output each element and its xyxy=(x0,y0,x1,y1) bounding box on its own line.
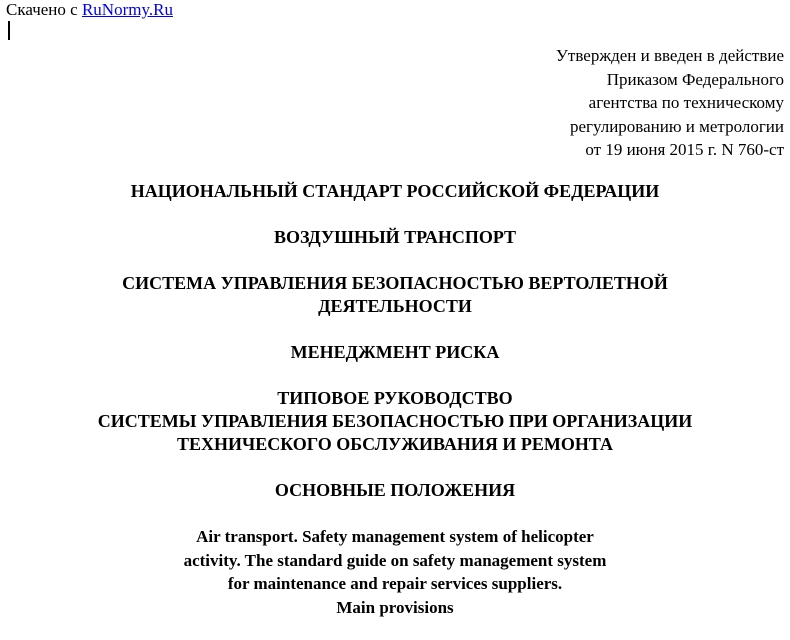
english-title-line: for maintenance and repair services suppliers. xyxy=(227,574,563,593)
approval-block xyxy=(556,44,784,162)
system-title xyxy=(0,272,790,318)
english-title-line: Main provisions xyxy=(336,597,454,617)
english-title-line: Air transport. Safety management system of helicopter xyxy=(196,527,594,546)
guide-title-line: ТЕХНИЧЕСКОГО ОБСЛУЖИВАНИЯ И РЕМОНТА xyxy=(176,434,614,454)
source-link[interactable]: RuNormy.Ru xyxy=(81,0,173,19)
approval-line: Утвержден и введен в действие xyxy=(555,46,784,65)
approval-line: от 19 июня 2015 г. N 760-ст xyxy=(585,140,784,159)
english-title xyxy=(0,525,790,619)
guide-title-line: ТИПОВОЕ РУКОВОДСТВО xyxy=(277,388,513,408)
system-title-line: ДЕЯТЕЛЬНОСТИ xyxy=(318,296,472,316)
provisions-title-text: ОСНОВНЫЕ ПОЛОЖЕНИЯ xyxy=(274,480,516,500)
approval-line: Приказом Федерального xyxy=(606,69,784,89)
provisions-title xyxy=(0,479,790,502)
source-line xyxy=(6,0,173,20)
guide-title xyxy=(0,387,790,456)
standard-title xyxy=(0,180,790,203)
approval-line: агентства по техническому xyxy=(588,93,784,112)
english-title-line: activity. The standard guide on safety management system xyxy=(183,550,607,570)
risk-title xyxy=(0,341,790,364)
system-title-line: СИСТЕМА УПРАВЛЕНИЯ БЕЗОПАСНОСТЬЮ ВЕРТОЛЕТНОЙ xyxy=(122,273,668,293)
risk-title-text: МЕНЕДЖМЕНТ РИСКА xyxy=(290,342,500,362)
domain-title xyxy=(0,226,790,249)
approval-line: регулированию и метрологии xyxy=(569,116,784,136)
guide-title-line: СИСТЕМЫ УПРАВЛЕНИЯ БЕЗОПАСНОСТЬЮ ПРИ ОРГАНИЗАЦИИ xyxy=(97,411,693,431)
standard-title-text: НАЦИОНАЛЬНЫЙ СТАНДАРТ РОССИЙСКОЙ ФЕДЕРАЦИИ xyxy=(130,181,660,201)
text-cursor xyxy=(8,21,10,40)
domain-title-text: ВОЗДУШНЫЙ ТРАНСПОРТ xyxy=(273,227,517,247)
source-prefix: Скачено с xyxy=(6,0,82,19)
